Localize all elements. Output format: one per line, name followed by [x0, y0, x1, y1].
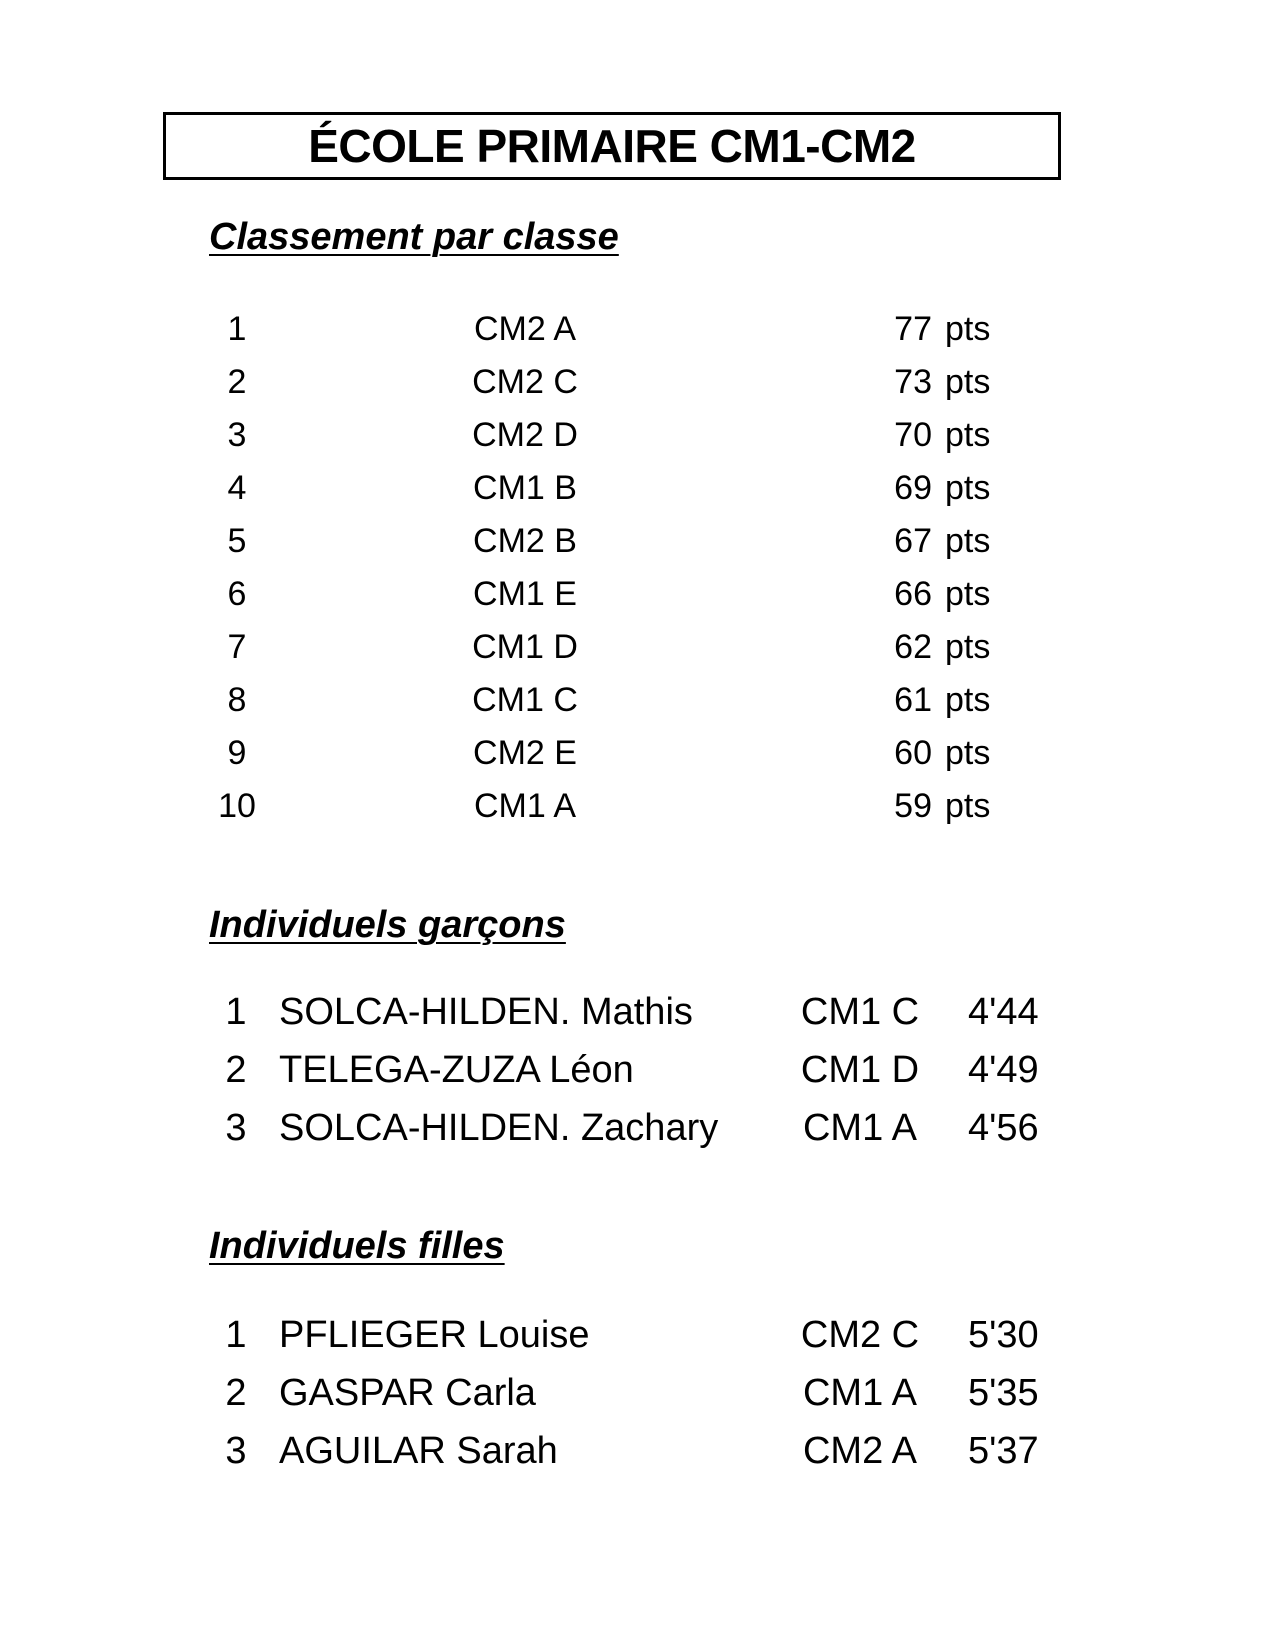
- points-unit: pts: [945, 416, 991, 454]
- points: 66: [894, 575, 932, 613]
- class-name: CM2 C: [472, 363, 578, 401]
- class-name: CM2 B: [473, 522, 577, 560]
- class-name: CM2 E: [473, 734, 577, 772]
- rank: 1: [227, 310, 247, 348]
- points-unit: pts: [945, 787, 991, 825]
- class-ranking-row: [0, 303, 1275, 356]
- class-ranking-heading: Classement par classe: [209, 216, 619, 258]
- rank: 2: [227, 363, 247, 401]
- pupil-name: GASPAR Carla: [279, 1372, 536, 1414]
- class-name: CM1 C: [800, 991, 920, 1033]
- class-name: CM2 A: [473, 310, 577, 348]
- class-ranking-row: [0, 621, 1275, 674]
- points: 59: [894, 787, 932, 825]
- points: 70: [894, 416, 932, 454]
- rank: 3: [225, 1107, 247, 1149]
- pupil-name: SOLCA-HILDEN. Zachary: [279, 1107, 719, 1149]
- points-unit: pts: [945, 469, 991, 507]
- points: 67: [894, 522, 932, 560]
- rank: 10: [218, 787, 256, 825]
- points-unit: pts: [945, 522, 991, 560]
- pupil-name: TELEGA-ZUZA Léon: [279, 1049, 634, 1091]
- title-box: [163, 112, 1061, 180]
- class-ranking-row: [0, 515, 1275, 568]
- rank: 3: [227, 416, 247, 454]
- class-ranking-row: [0, 462, 1275, 515]
- pupil-name: PFLIEGER Louise: [279, 1314, 590, 1356]
- rank: 2: [225, 1049, 247, 1091]
- class-name: CM1 B: [473, 469, 577, 507]
- class-name: CM1 D: [800, 1049, 920, 1091]
- points: 77: [894, 310, 932, 348]
- class-ranking-row: [0, 356, 1275, 409]
- class-name: CM2 D: [472, 416, 578, 454]
- class-ranking-row: [0, 409, 1275, 462]
- girls-row: [0, 1364, 1275, 1422]
- rank: 1: [225, 991, 247, 1033]
- class-name: CM1 A: [802, 1372, 918, 1414]
- class-ranking-row: [0, 568, 1275, 621]
- girls-heading: Individuels filles: [209, 1225, 505, 1267]
- girls-row: [0, 1306, 1275, 1364]
- boys-row: [0, 983, 1275, 1041]
- class-name: CM1 A: [802, 1107, 918, 1149]
- points: 73: [894, 363, 932, 401]
- class-name: CM1 C: [472, 681, 578, 719]
- points: 69: [894, 469, 932, 507]
- points-unit: pts: [945, 628, 991, 666]
- points-unit: pts: [945, 734, 991, 772]
- rank: 5: [227, 522, 247, 560]
- points: 62: [894, 628, 932, 666]
- rank: 1: [225, 1314, 247, 1356]
- points: 61: [894, 681, 932, 719]
- rank: 2: [225, 1372, 247, 1414]
- time: 4'49: [968, 1049, 1039, 1091]
- points-unit: pts: [945, 681, 991, 719]
- rank: 3: [225, 1430, 247, 1472]
- page-title: ÉCOLE PRIMAIRE CM1-CM2: [308, 120, 916, 172]
- rank: 9: [227, 734, 247, 772]
- class-name: CM2 C: [800, 1314, 920, 1356]
- time: 5'30: [968, 1314, 1039, 1356]
- class-ranking-row: [0, 727, 1275, 780]
- rank: 4: [227, 469, 247, 507]
- boys-row: [0, 1099, 1275, 1157]
- time: 4'56: [968, 1107, 1039, 1149]
- points-unit: pts: [945, 310, 991, 348]
- class-name: CM1 A: [473, 787, 577, 825]
- pupil-name: AGUILAR Sarah: [279, 1430, 558, 1472]
- rank: 7: [227, 628, 247, 666]
- pupil-name: SOLCA-HILDEN. Mathis: [279, 991, 693, 1033]
- boys-heading: Individuels garçons: [209, 904, 566, 946]
- rank: 8: [227, 681, 247, 719]
- class-ranking-row: [0, 674, 1275, 727]
- girls-row: [0, 1422, 1275, 1480]
- class-name: CM2 A: [802, 1430, 918, 1472]
- class-name: CM1 E: [473, 575, 577, 613]
- time: 5'37: [968, 1430, 1039, 1472]
- points-unit: pts: [945, 363, 991, 401]
- boys-row: [0, 1041, 1275, 1099]
- time: 4'44: [968, 991, 1039, 1033]
- class-name: CM1 D: [472, 628, 578, 666]
- class-ranking-row: [0, 780, 1275, 833]
- time: 5'35: [968, 1372, 1039, 1414]
- points-unit: pts: [945, 575, 991, 613]
- points: 60: [894, 734, 932, 772]
- rank: 6: [227, 575, 247, 613]
